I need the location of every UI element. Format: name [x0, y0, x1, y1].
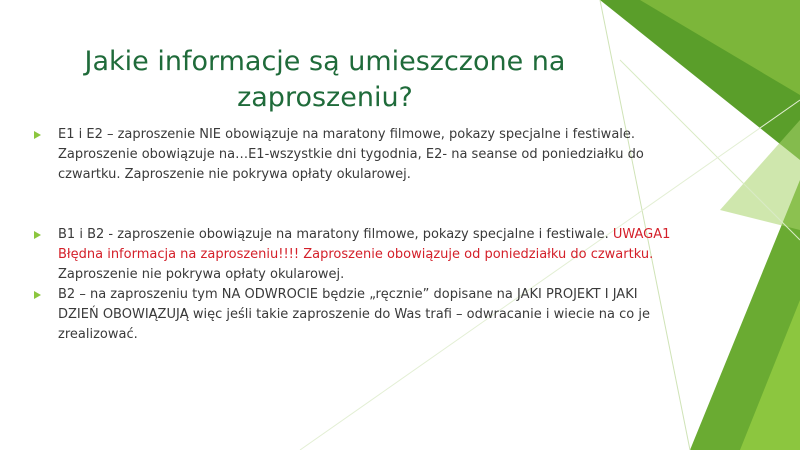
- slide-title: Jakie informacje są umieszczone na zaproszeniu?: [84, 46, 566, 113]
- bullet-text-before: B1 i B2 - zaproszenie obowiązuje na maratony filmowe, pokazy specjalne i festiwale.: [58, 227, 613, 242]
- facet-mid: [720, 120, 800, 230]
- bullet-text: E1 i E2 – zaproszenie NIE obowiązuje na maratony filmowe, pokazy specjalne i festiwale. Zaproszenie obowiązuje na…E1-wszystkie dni tygodnia, E2- na seanse od poniedziałku do czwartku. Zaproszenie nie pokrywa opłaty okularowej.: [58, 127, 644, 182]
- warning-text: UWAGA1 Błędna informacja na zaproszeniu!!!! Zaproszenie obowiązuje od poniedziałku do czwartku.: [58, 227, 671, 262]
- bullet-b1-b2: [34, 225, 674, 285]
- bullet-e1-e2: [34, 125, 674, 185]
- bullet-b2-reverse: [34, 285, 674, 345]
- bullet-arrow-icon: [34, 131, 41, 139]
- bullet-text: B2 – na zaproszeniu tym NA ODWROCIE będzie „ręcznie” dopisane na JAKI PROJEKT I JAKI DZIEŃ OBOWIĄZUJĄ więc jeśli takie zaproszenie do Was trafi – odwracanie i wiecie na co je zrealizować.: [58, 287, 650, 342]
- bullet-arrow-icon: [34, 291, 41, 299]
- bullet-list: [34, 125, 674, 345]
- bullet-spacer: [34, 205, 674, 225]
- bullet-arrow-icon: [34, 231, 41, 239]
- bullet-text-after: Zaproszenie nie pokrywa opłaty okularowej.: [58, 267, 345, 282]
